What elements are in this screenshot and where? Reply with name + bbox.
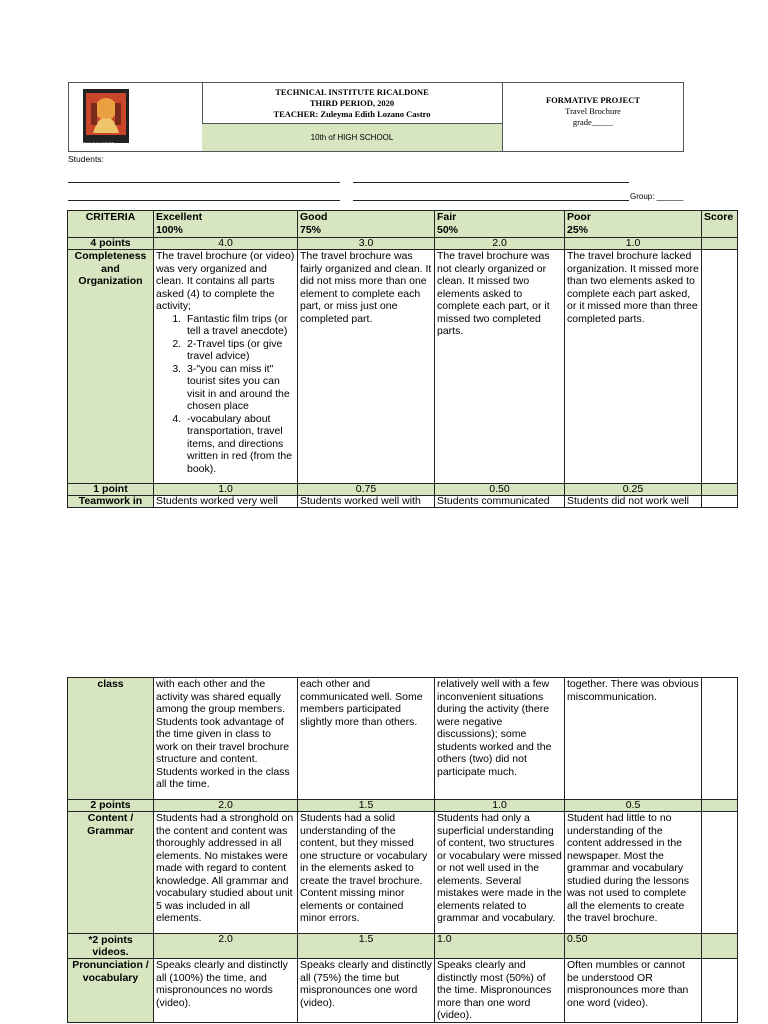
criterion-label: class xyxy=(68,678,154,800)
points-value: 0.50 xyxy=(565,934,702,959)
fair-description: Students communicated xyxy=(435,496,565,508)
student-line-1[interactable] xyxy=(68,182,340,183)
good-description: Students worked well with xyxy=(298,496,435,508)
excellent-description: with each other and the activity was shared equally among the group members. Students took advantage of the time given in class to work on their travel brochure structure and content. Students worked in the class all the time. xyxy=(154,678,298,800)
header-box xyxy=(68,82,684,152)
institution-name: TECHNICAL INSTITUTE RICALDONE xyxy=(275,87,429,97)
poor-description: together. There was obvious miscommunication. xyxy=(565,678,702,800)
excellent-description: The travel brochure (or video) was very organized and clean. It contains all parts asked (4) to complete the activity; 1. Fantastic film trips (or tell a travel anecdote) 2. 2-Travel tips (or give travel advice) 3. 3-"you can miss it" tourist sites you can visit in and around the chosen place 4. -vocabulary about transportation, travel items, and directions written in red (from the book). xyxy=(154,250,298,484)
level-excellent: Excellent 100% xyxy=(154,211,298,238)
points-value: 0.5 xyxy=(565,800,702,812)
points-row xyxy=(68,238,738,250)
students-label: Students: xyxy=(68,154,104,164)
good-description: The travel brochure was fairly organized and clean. It did not miss more than one element to complete each part, or miss just one completed part. xyxy=(298,250,435,484)
points-value: 2.0 xyxy=(435,238,565,250)
criterion-row xyxy=(68,959,738,1023)
points-value: 1.0 xyxy=(435,934,565,959)
poor-description: Student had little to no understanding of the content addressed in the newspaper. Most the grammar and vocabulary studied during the lessons was not used to complete all the elements to create the travel brochure. xyxy=(565,812,702,934)
points-value: 0.25 xyxy=(565,484,702,496)
header-title-cell xyxy=(202,83,503,151)
points-row xyxy=(68,934,738,959)
criterion-row xyxy=(68,812,738,934)
criterion-row xyxy=(68,496,738,508)
score-cell[interactable] xyxy=(702,812,738,934)
list-item: 2. 2-Travel tips (or give travel advice) xyxy=(184,338,295,363)
points-row xyxy=(68,800,738,812)
school-logo-icon xyxy=(77,85,135,147)
points-value: 1.5 xyxy=(298,800,435,812)
score-cell[interactable] xyxy=(702,959,738,1023)
level-good: Good 75% xyxy=(298,211,435,238)
points-value: 0.50 xyxy=(435,484,565,496)
score-cell[interactable] xyxy=(702,250,738,484)
points-row xyxy=(68,484,738,496)
criterion-row xyxy=(68,678,738,800)
points-value: 3.0 xyxy=(298,238,435,250)
grade-blank: grade_____ xyxy=(572,117,614,127)
poor-description: The travel brochure lacked organization. It missed more than two elements asked to complete each part asked, or it missed more than three completed parts. xyxy=(565,250,702,484)
fair-description: The travel brochure was not clearly organized or clean. It missed two elements asked to complete each part, or it missed two completed parts. xyxy=(435,250,565,484)
points-value: 1.5 xyxy=(298,934,435,959)
points-value: 2.0 xyxy=(154,800,298,812)
score-cell[interactable] xyxy=(702,678,738,800)
points-value: 0.75 xyxy=(298,484,435,496)
points-value: 1.0 xyxy=(154,484,298,496)
rubric-table-page1 xyxy=(67,210,738,508)
header-row xyxy=(68,211,738,238)
logo-bottom-text: SAN SALVADOR xyxy=(83,141,115,146)
fair-description: relatively well with a few inconvenient situations during the activity (there were negative discussions); some students worked and the others (two) did not participate much. xyxy=(435,678,565,800)
criterion-label: Completeness and Organization xyxy=(68,250,154,484)
grade-level: 10th of HIGH SCHOOL xyxy=(202,124,502,151)
teacher-name: TEACHER: Zuleyma Edith Lozano Castro xyxy=(273,109,431,119)
excellent-description: Speaks clearly and distinctly all (100%) the time, and mispronounces no words (video). xyxy=(154,959,298,1023)
project-cell xyxy=(503,83,683,151)
group-field[interactable]: Group: ______ xyxy=(630,192,684,201)
criterion-label: Content / Grammar xyxy=(68,812,154,934)
points-value: 2.0 xyxy=(154,934,298,959)
criterion-label: Teamwork in xyxy=(68,496,154,508)
student-line-3[interactable] xyxy=(68,200,340,201)
project-type: FORMATIVE PROJECT xyxy=(545,95,641,105)
rubric-table-page2 xyxy=(67,677,738,1023)
criterion-row xyxy=(68,250,738,484)
points-value: 1.0 xyxy=(435,800,565,812)
score-cell[interactable] xyxy=(702,496,738,508)
required-parts-list xyxy=(156,313,295,476)
student-line-4[interactable] xyxy=(353,200,629,201)
fair-description: Speaks clearly and distinctly most (50%) of the time. Mispronounces more than one word (video). xyxy=(435,959,565,1023)
good-description: each other and communicated well. Some members participated slightly more than others. xyxy=(298,678,435,800)
score-header: Score xyxy=(702,211,738,238)
poor-description: Students did not work well xyxy=(565,496,702,508)
period: THIRD PERIOD, 2020 xyxy=(309,98,395,108)
points-label: 4 points xyxy=(68,238,154,250)
points-label: 2 points xyxy=(68,800,154,812)
excellent-description: Students worked very well xyxy=(154,496,298,508)
list-item: 3. 3-"you can miss it" tourist sites you can visit in and around the chosen place xyxy=(184,363,295,413)
level-fair: Fair 50% xyxy=(435,211,565,238)
criteria-header: CRITERIA xyxy=(68,211,154,238)
points-value: 4.0 xyxy=(154,238,298,250)
list-item: 1. Fantastic film trips (or tell a travel anecdote) xyxy=(184,313,295,338)
level-poor: Poor 25% xyxy=(565,211,702,238)
good-description: Students had a solid understanding of the content, but they missed one structure or vocabulary in the elements asked to create the travel brochure. Content missing minor elements or contained minor errors. xyxy=(298,812,435,934)
points-label: *2 points videos. xyxy=(68,934,154,959)
logo-top-text: RICALDONE xyxy=(87,83,111,88)
logo-cell xyxy=(69,83,203,151)
poor-description: Often mumbles or cannot be understood OR mispronounces more than one word (video). xyxy=(565,959,702,1023)
fair-description: Students had only a superficial understanding of content, two structures or vocabulary were missed or not well used in the elements. Several mistakes were made in the elements related to grammar and vocabulary. xyxy=(435,812,565,934)
points-value: 1.0 xyxy=(565,238,702,250)
criterion-label: Pronunciation / vocabulary xyxy=(68,959,154,1023)
excellent-description: Students had a stronghold on the content and content was thoroughly addressed in all elements. No mistakes were made with regard to content knowledge. All grammar and vocabulary studied about unit 5 was included in all elements. xyxy=(154,812,298,934)
list-item: 4. -vocabulary about transportation, travel items, and directions written in red (from the book). xyxy=(184,413,295,476)
points-label: 1 point xyxy=(68,484,154,496)
good-description: Speaks clearly and distinctly all (75%) the time but mispronounces one word (video). xyxy=(298,959,435,1023)
project-name: Travel Brochure xyxy=(565,106,621,116)
student-line-2[interactable] xyxy=(353,182,629,183)
